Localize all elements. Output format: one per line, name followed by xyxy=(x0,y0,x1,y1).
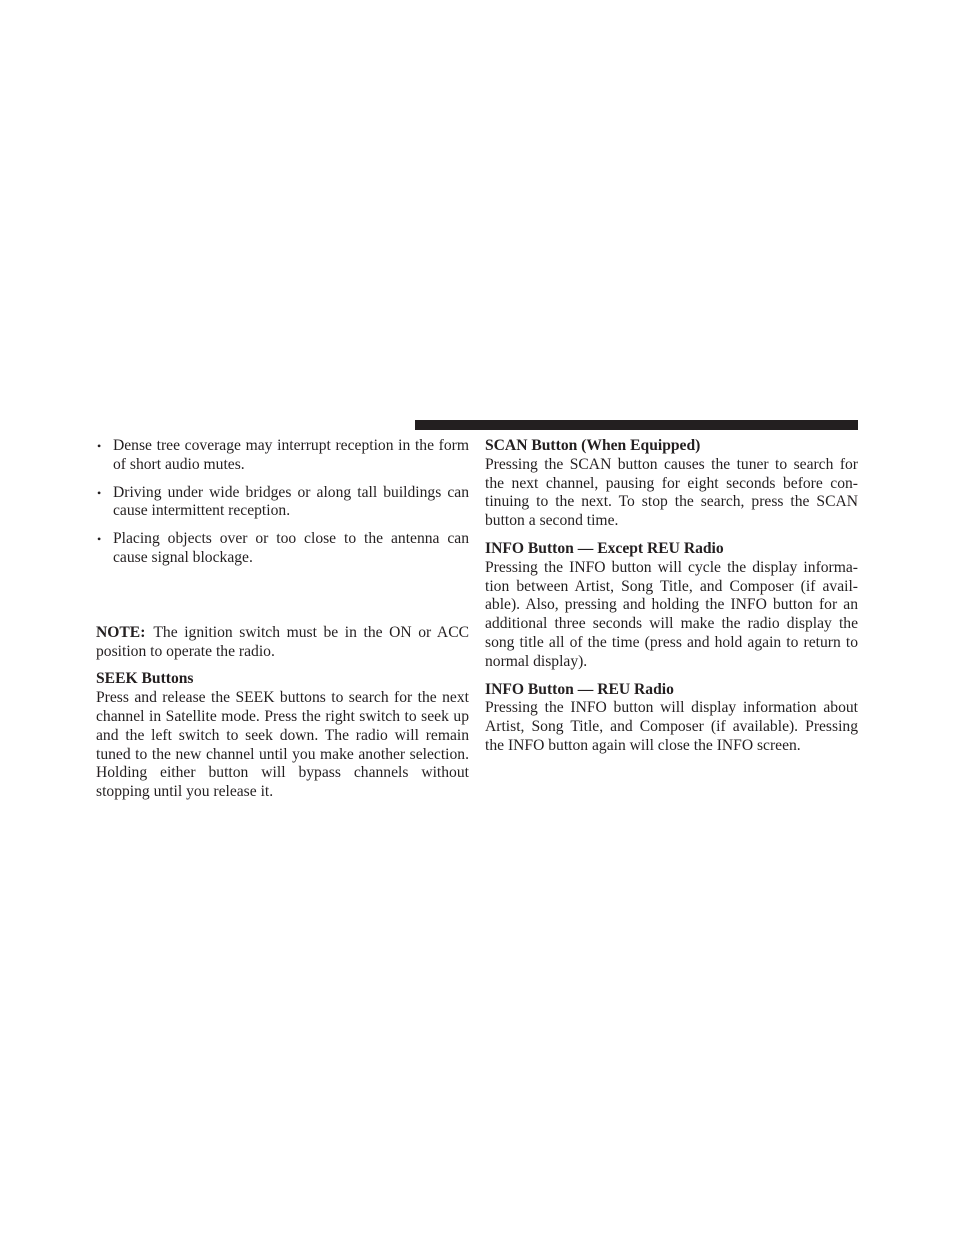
scan-body: Pressing the SCAN button causes the tuner to search for the next channel, pausing for eight seconds before con-tinuing to the next. To stop the search, press the SCAN button a second time. xyxy=(485,455,858,530)
bullet-text: Dense tree coverage may interrupt reception in the form of short audio mutes. xyxy=(113,437,469,473)
info-reu-body: Pressing the INFO button will display information about Artist, Song Title, and Composer (if available). Pressing the INFO button again will close the INFO screen. xyxy=(485,699,858,754)
bullet-item xyxy=(96,530,469,568)
scan-section xyxy=(485,437,858,531)
note-paragraph xyxy=(96,624,469,662)
bullet-item xyxy=(96,484,469,522)
reception-bullet-list xyxy=(96,437,469,568)
info-reu-heading: INFO Button — REU Radio xyxy=(485,680,674,698)
bullet-icon: • xyxy=(97,532,102,547)
seek-section xyxy=(96,670,469,802)
header-rule xyxy=(415,420,858,430)
info-reu-section xyxy=(485,681,858,756)
note-label: NOTE: xyxy=(96,623,146,641)
bullet-icon: • xyxy=(97,485,102,500)
seek-body: Press and release the SEEK buttons to search for the next channel in Satellite mode. Press the right switch to seek up and the left switch to seek down. The radio will remain tuned to the new channel until you make another selection. Holding either button will bypass channels without stopping until you release it. xyxy=(96,689,469,801)
seek-heading: SEEK Buttons xyxy=(96,670,194,688)
bullet-icon: • xyxy=(97,439,102,453)
right-column xyxy=(485,437,858,765)
bullet-item xyxy=(96,437,469,475)
bullet-text: Driving under wide bridges or along tall buildings can cause intermittent reception. xyxy=(113,483,469,520)
scan-heading: SCAN Button (When Equipped) xyxy=(485,437,701,454)
info-except-reu-section xyxy=(485,540,858,672)
info-except-reu-body: Pressing the INFO button will cycle the display informa-tion between Artist, Song Title, and Composer (if avail-able). Also, pressing and holding the INFO button for an additional three seconds will make the radio display the song title all of the time (press and hold again to return to normal display). xyxy=(485,558,858,670)
info-except-reu-heading: INFO Button — Except REU Radio xyxy=(485,539,724,557)
note-text: The ignition switch must be in the ON or ACC position to operate the radio. xyxy=(96,623,469,660)
bullet-text: Placing objects over or too close to the antenna can cause signal blockage. xyxy=(113,530,469,566)
left-column xyxy=(96,437,469,811)
